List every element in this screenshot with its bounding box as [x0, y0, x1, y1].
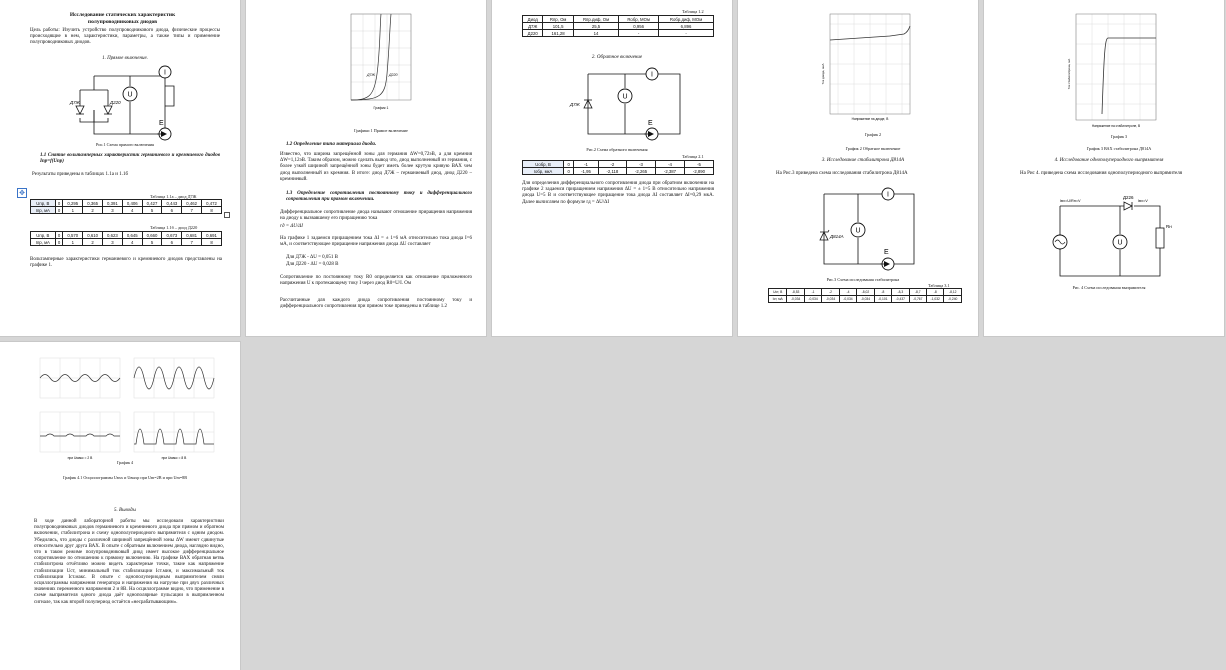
table-row: Д220 161,28 14 - -	[523, 30, 714, 37]
graph-2-subcaption: График 2 Обратное включение	[845, 146, 901, 151]
graph-3-zener-vac	[1067, 14, 1166, 130]
label-top-left: Iвх=U/Rн=V	[1060, 199, 1081, 203]
graph-3-xlabel: Напряжение на стабилитроне, В	[1091, 124, 1141, 128]
graph-label-d220: Д220	[389, 73, 398, 77]
section-3-heading: 3. Исследование стабилитрона Д814А	[821, 158, 905, 163]
table-row: Uобр, В 0 -1 -2 -3 -4 -5	[523, 161, 714, 168]
graph-4-xlabel-left: при Uмакс = 2 В	[67, 456, 93, 460]
table-1-1a-caption: Таблица 1.1а – диод Д7Ж	[150, 194, 197, 199]
graph-4-caption: График 4	[116, 460, 134, 465]
page-5	[984, 0, 1224, 336]
graph-3-subcaption: График 3 ВАХ стабилитрона Д814А	[1086, 146, 1152, 151]
page-6	[0, 342, 240, 670]
section-2-text: Для определения дифференциального сопротивления диода при обратном включении на графике 2 задаемся приращением напряжения ΔU = ± 1=5 В относительно напряжения диода U=5 В и соответствующее приращение тока диода ΔI составляет ΔI=0,29 мкА. Далее вычисляем по формуле rд = ΔU/ΔI	[522, 181, 714, 205]
zener-circuit-diagram	[810, 180, 930, 272]
graph-2-reverse-vac	[821, 14, 920, 124]
svg-text:U: U	[855, 227, 861, 235]
conclusions-text: В ходе данной лабораторной работы мы исследовали характеристики полупроводниковых диодов германиевого и кремниевого диода при прямом и обратном включении, стабилитрона и схему однополупериодного выпрямителя с одним диодом. Убедились, что диоды с различной шириной запрещённой зоны ΔW имеют сдвинутые относительно друг друга ВАХ. В опыте с обратным включением диода, наглядно видно, что в таком режиме полупроводниковый диод имеет высокое дифференциальное сопротивление по отношению к прямому включению. На графике ВАХ обратная ветвь стабилитрона отчётливо можно видеть характерные точки, такие как напряжение стабилизации Uст, минимальный ток стабилизации Iст.мин, и максимальный ток стабилизации Iст.макс. В опыте с однополупериодным выпрямителем сняли осциллограммы напряжения генератора и напряжения на нагрузке при двух различных значениях переменного напряжения 2 и 8В. На осциллограмме видно, что применение в схеме выпрямителя одного диода даёт однополярные пульсации в выпрямленном сигнале, так как второй полупериод остаётся «несрабатывающим».	[34, 519, 224, 605]
formula-rd: rд = ΔU/ΔI	[280, 224, 303, 229]
graph-4-xlabel-right: при Uмакс = 8 В	[161, 456, 187, 460]
table-1-2	[522, 15, 714, 37]
svg-text:I: I	[887, 191, 889, 199]
document-title: Исследование статических характеристик полупроводниковых диодов	[69, 12, 176, 25]
section-1-heading: 1. Прямое включение.	[102, 56, 148, 61]
reverse-circuit-diagram	[570, 62, 690, 142]
graph-1-subcaption: Графики 1 Прямое включение	[354, 128, 408, 133]
delta-u-d220: Для Д220 - ΔU = 0,028 В	[286, 262, 339, 267]
label-rn: Rн	[1166, 224, 1172, 229]
conclusions-heading: 5. Выводы	[114, 508, 136, 513]
table-3-1-caption: Таблица 3.1	[928, 283, 950, 288]
results-text: Результаты приведены в таблицах 1.1а и 1.1б	[32, 172, 128, 177]
svg-text:I: I	[164, 69, 166, 77]
table-1-2-caption: Таблица 1.2	[682, 9, 704, 14]
vac-text: Вольтамперные характеристики германиевого и кремниевого диодов представлены на графике 1.	[30, 257, 222, 269]
table-resize-handle[interactable]	[224, 212, 230, 218]
calc-text: Рассчитанные для каждого диода сопротивления постоянному току и дифференциального сопротивления при прямом токе приведены в таблице 1.2	[280, 298, 472, 310]
goal-text: Цель работы: Изучить устройство полупроводникового диода, физические процессы происходящие в нем, характеристики, параметры, а также типы и применение полупроводниковых диодов.	[30, 28, 220, 46]
figure-3-caption: Рис.3 Схема исследования стабилитрона	[826, 277, 900, 282]
section-4-heading: 4. Исследование однополупериодного выпрямителя	[1054, 158, 1164, 163]
table-row: Диод Rпр, Ом Rпр.диф, Ом Rобр, МОм Rобр.диф, МОм	[523, 16, 714, 23]
table-row: Uст, В -8,53 -1 -2 -4 -8,02 -8 -8,3 -8,7 -8 -8,12	[769, 289, 962, 296]
graph-4-subcaption: График 4.1 Осциллограммы Uвхх и Uвыхр при Um=2В и при Um=8В	[62, 475, 188, 480]
label-d7zh: Д7Ж	[70, 100, 80, 105]
table-1-1b	[30, 231, 222, 246]
forward-circuit-diagram	[70, 62, 190, 142]
page-4	[738, 0, 978, 336]
svg-text:E: E	[159, 120, 164, 127]
table-1-1b-caption: Таблица 1.1б – диод Д220	[150, 225, 198, 230]
table-row: Д7Ж 101,5 25,5 0,956 6,896	[523, 23, 714, 30]
table-row: Iпр, мА 0 1 2 3 4 5 6 7 8	[31, 207, 222, 214]
figure-2-caption: Рис.2 Схема обратного включения	[586, 147, 648, 152]
svg-text:U: U	[1117, 239, 1123, 247]
table-2-1-caption: Таблица 2.1	[682, 154, 704, 159]
section-3-text: На Рис.3 приведена схема исследования стабилитрона Д814А	[776, 171, 908, 176]
figure-1-caption: Рис.1 Схема прямого включения	[96, 142, 154, 147]
svg-text:I: I	[651, 71, 653, 79]
graph-3-caption: График 3	[1110, 134, 1128, 139]
section-1-3-heading: 1.3 Определение сопротивления постоянному току и дифференциального сопротивления при прямом включении.	[286, 191, 472, 203]
subsection-1-1-heading: 1.1 Снятие вольтамперных характеристик германиевого и кремниевого диодов Iпр=f(Uпр)	[40, 153, 220, 165]
section-1-2-heading: 1.2 Определение типа материала диода.	[286, 142, 377, 147]
graph-1-caption: График 1	[373, 106, 389, 110]
rectifier-circuit-diagram	[1048, 192, 1178, 284]
move-handle-icon[interactable]: ✥	[17, 188, 27, 198]
table-row: Uпр, В 0 0,570 0,610 0,623 0,645 0,660 0,673 0,681 0,691	[31, 232, 222, 239]
table-row: Uпр, В 0 0,295 0,365 0,391 0,406 0,427 0,443 0,462 0,472	[31, 200, 222, 207]
table-1-1a	[30, 199, 222, 214]
table-row: Iобр, мкА 0 -1,95 -2,118 -2,265 -2,387 -2,890	[523, 168, 714, 175]
dc-resistance-text: Сопротивление по постоянному току R0 определяется как отношение приложенного напряжения U к протекающему току I через диод R0=U/I. Ом	[280, 275, 472, 287]
graph-3-ylabel: Ток стабилитрона, мА	[1067, 58, 1071, 90]
table-row: Iст, мА -0,034 -0,034 -0,034 -0,034 -0,034 -0,101 -0,437 -0,767 -1,032 -0,240	[769, 296, 962, 303]
label-d7zh-reverse: Д7Ж	[570, 102, 580, 107]
graph-increment-text: На графике 1 задаемся приращением тока ΔI = ± 1=6 мА относительно тока диода I=6 мА, и соответствующее приращение напряжения диода ΔU составляет	[280, 236, 472, 248]
label-d814a: Д814А	[830, 234, 844, 239]
label-d226: Д226	[1123, 195, 1134, 200]
graph-2-xlabel: Напряжение на диоде, В	[851, 117, 889, 121]
section-4-text: На Рис 4. приведена схема исследования однополупериодного выпрямителя	[1020, 171, 1183, 176]
graph-label-d7zh: Д7Ж	[367, 73, 375, 77]
svg-text:U: U	[127, 91, 133, 99]
graph-2-caption: График 2	[864, 132, 882, 137]
table-row: Iпр, мА 0 1 2 3 4 5 6 7 8	[31, 239, 222, 246]
table-2-1	[522, 160, 714, 175]
diff-resistance-text: Дифференциальное сопротивление диода называют отношение приращения напряжения на диоду к вызвавшему его приращению тока	[280, 210, 472, 222]
svg-text:U: U	[622, 93, 628, 101]
graph-2-ylabel: Ток диода, мкА	[821, 63, 825, 85]
section-1-2-text: Известно, что ширина запрещённой зоны для германия ΔW=0,72эВ, а для кремния ΔW=1,12эВ. Таким образом, можно сделать вывод что, диод выполненный из германия, с более узкой шириной запрещённой зоны будет иметь более крутую кривую ВАХ чем диод выполненный из кремния. В итоге: диод Д7Ж – германиевый диод, диод Д220 – кремниевый.	[280, 152, 472, 182]
graph-1-forward-vac	[341, 14, 421, 110]
label-d220: Д220	[110, 100, 121, 105]
section-2-heading: 2. Обратное включение	[591, 55, 643, 60]
page-1	[0, 0, 240, 336]
label-top-right: Iвх=V	[1138, 199, 1148, 203]
svg-text:E: E	[884, 249, 889, 256]
table-3-1	[768, 288, 962, 303]
graph-4-oscillograms	[32, 356, 216, 460]
page-3	[492, 0, 732, 336]
svg-text:E: E	[648, 120, 653, 127]
page-2	[246, 0, 486, 336]
delta-u-d7zh: Для Д7Ж - ΔU = 0,051 В	[286, 255, 338, 260]
figure-4-caption: Рис. 4 Схема исследования выпрямителя	[1072, 285, 1146, 290]
